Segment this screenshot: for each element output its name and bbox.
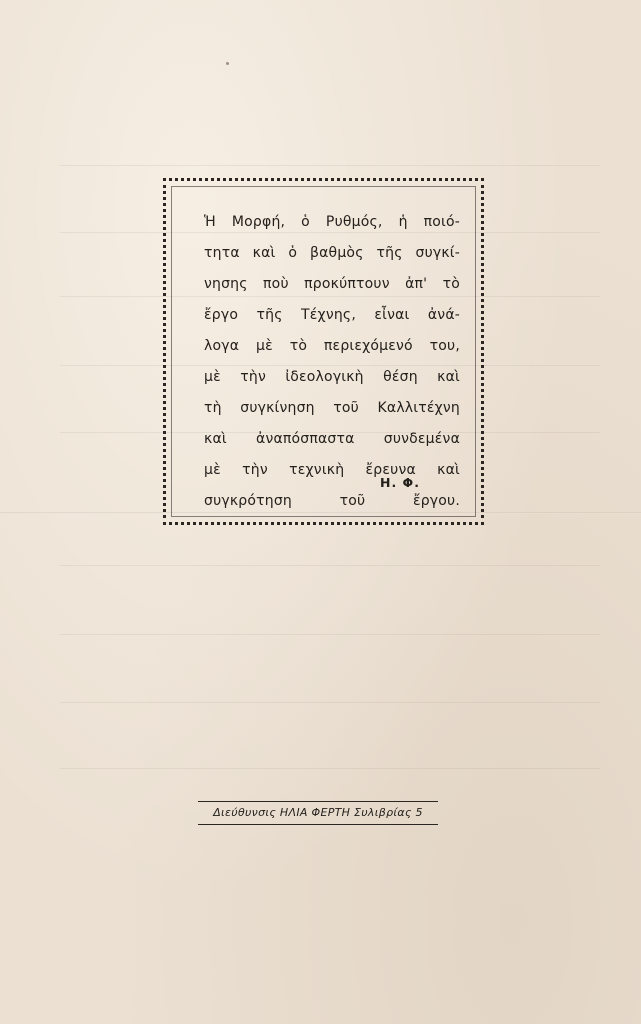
- bleed-through-line: [60, 702, 600, 703]
- quote-line: ἔργο τῆς Τέχνης, εἶναι ἀνά-: [204, 307, 460, 323]
- quote-line: μὲ τὴν ἰδεολογικὴ θέση καὶ: [204, 369, 460, 385]
- quote-line: καὶ ἀναπόσπαστα συνδεμένα: [204, 431, 460, 447]
- quote-line: λογα μὲ τὸ περιεχόμενό του,: [204, 338, 460, 354]
- paper-speck: [226, 62, 229, 65]
- quote-line: συγκρότηση τοῦ ἔργου.: [204, 493, 460, 509]
- quote-signature: Η. Φ.: [380, 475, 420, 490]
- bleed-through-line: [60, 768, 600, 769]
- bleed-through-line: [60, 634, 600, 635]
- quote-line: μὲ τὴν τεχνικὴ ἔρευνα καὶ: [204, 462, 460, 478]
- bleed-through-line: [60, 565, 600, 566]
- bleed-through-line: [60, 165, 600, 166]
- address-footer: [198, 801, 438, 825]
- quote-line: Ἡ Μορφή, ὁ Ρυθμός, ἡ ποιό-: [204, 214, 460, 230]
- quote-line: τὴ συγκίνηση τοῦ Καλλιτέχνη: [204, 400, 460, 416]
- quote-text: [204, 211, 460, 521]
- address-text: Διεύθυνσις ΗΛΙΑ ΦΕΡΤΗ Συλιβρίας 5: [213, 806, 423, 819]
- quote-line: τητα καὶ ὁ βαθμὸς τῆς συγκί-: [204, 245, 460, 261]
- quote-line: νησης ποὺ προκύπτουν ἀπ' τὸ: [204, 276, 460, 292]
- quote-frame: [163, 178, 484, 525]
